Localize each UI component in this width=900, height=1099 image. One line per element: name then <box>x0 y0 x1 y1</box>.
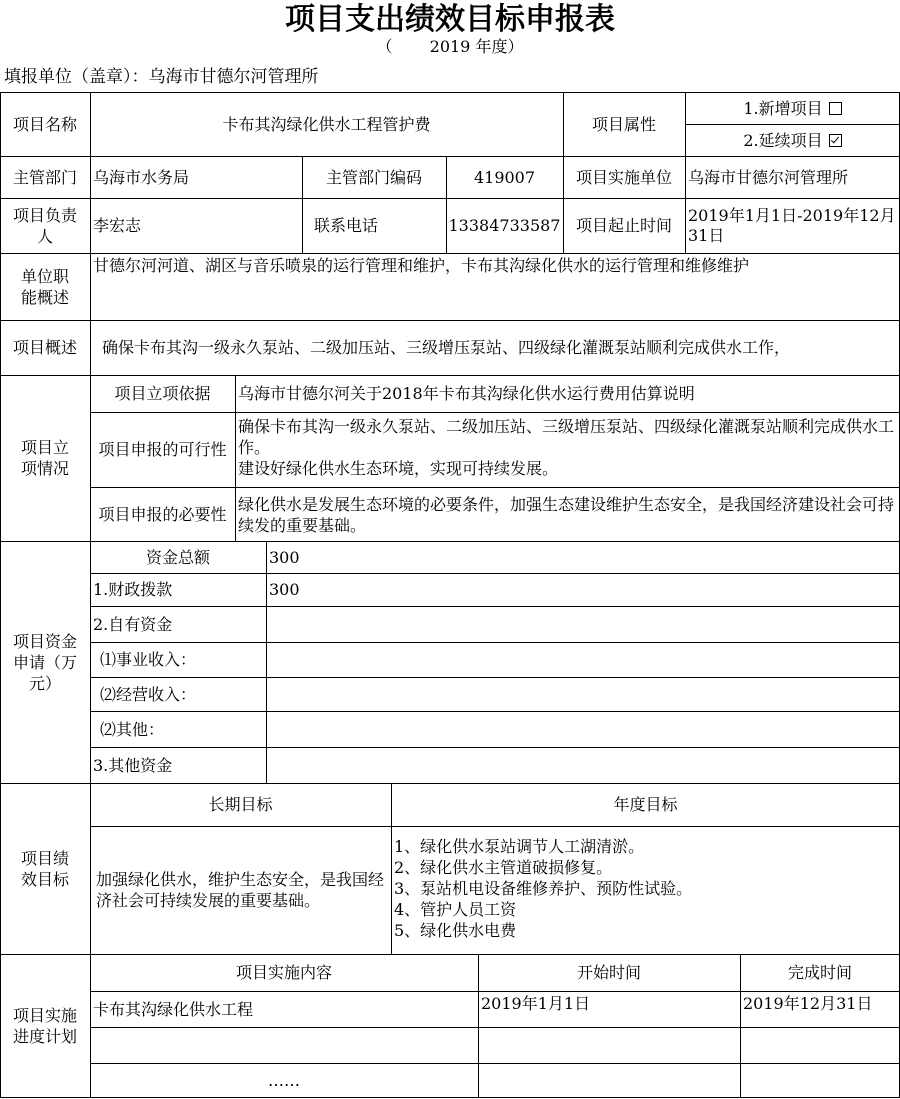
funds-operating-label: ⑵经营收入： <box>100 684 197 704</box>
funds-total-label: 资金总额 <box>145 547 210 567</box>
feasible-label: 项目申报的可行性 <box>98 440 227 459</box>
impl-unit-label: 项目实施单位 <box>575 167 672 187</box>
funds-own-label: 2.自有资金 <box>93 614 173 634</box>
funds-business-label: ⑴事业收入： <box>100 650 197 669</box>
project-name-label: 项目名称 <box>12 114 77 134</box>
dept-code-label: 主管部门编码 <box>325 167 422 187</box>
necessity-label: 项目申报的必要性 <box>98 504 227 524</box>
funds-label: 项目资金申请（万元） <box>12 631 77 693</box>
plan-row-start: 2019年1月1日 <box>481 994 591 1013</box>
attr-new-checkbox[interactable] <box>829 102 842 115</box>
funds-fiscal-label: 1.财政拨款 <box>93 580 173 599</box>
form-title: 项目支出绩效目标申报表 <box>285 2 615 37</box>
necessity-value: 绿化供水是发展生态环境的必要条件，加强生态建设维护生态安全，是我国经济建设社会可持续发的重要基础。 <box>238 495 895 535</box>
funds-own-value <box>266 606 900 642</box>
plan-row-content: …… <box>268 1070 300 1090</box>
plan-row-start <box>478 1027 740 1063</box>
funds-other-income-value <box>266 711 900 747</box>
attr-new-option <box>685 92 900 124</box>
phone-label: 联系电话 <box>314 216 379 235</box>
plan-end-header: 完成时间 <box>787 963 852 982</box>
feasible-value: 确保卡布其沟一级永久泵站、二级加压站、三级增压泵站、四级绿化灌溉泵站顺利完成供水工作。 建设好绿化供水生态环境，实现可持续发展。 <box>238 417 895 478</box>
period-value: 2019年1月1日-2019年12月31日 <box>688 205 896 245</box>
long-goal-value: 加强绿化供水，维护生态安全，是我国经济社会可持续发展的重要基础。 <box>96 870 385 910</box>
overview-value: 确保卡布其沟一级永久泵站、二级加压站、三级增压泵站、四级绿化灌溉泵站顺利完成供水工作， <box>102 338 791 357</box>
function-label: 单位职能概述 <box>20 266 69 307</box>
attr-cont-label: 2.延续项目 <box>743 130 823 150</box>
dept-label: 主管部门 <box>12 167 77 187</box>
plan-content-header: 项目实施内容 <box>235 963 332 982</box>
goals-label: 项目绩效目标 <box>20 848 69 889</box>
impl-unit-value: 乌海市甘德尔河管理所 <box>688 167 849 187</box>
form-year: （ 2019 年度） <box>376 37 524 56</box>
plan-row-start <box>478 1063 740 1097</box>
dept-code-value: 419007 <box>473 167 536 187</box>
funds-other-income-label: ⑵其他： <box>100 719 165 739</box>
funds-total-value: 300 <box>269 547 300 567</box>
dept-value: 乌海市水务局 <box>93 167 190 187</box>
plan-row-end <box>740 1063 900 1097</box>
attr-cont-checkbox[interactable] <box>829 134 842 147</box>
plan-row-content: 卡布其沟绿化供水工程 <box>93 999 254 1019</box>
funds-business-value <box>266 642 900 677</box>
long-goal-label: 长期目标 <box>208 795 273 814</box>
plan-row-end <box>740 1027 900 1063</box>
year-goal-label: 年度目标 <box>613 795 678 814</box>
overview-label: 项目概述 <box>12 338 77 357</box>
period-label: 项目起止时间 <box>575 216 672 235</box>
project-attr-label: 项目属性 <box>591 114 656 134</box>
year-goal-value: 1、绿化供水泵站调节人工湖清淤。 2、绿化供水主管道破损修复。 3、泵站机电设备维修养护、预防性试验。 4、管护人员工资 5、绿化供水电费 <box>394 837 693 940</box>
leader-label: 项目负责人 <box>12 205 77 246</box>
project-name-value: 卡布其沟绿化供水工程管护费 <box>222 114 431 134</box>
setup-label: 项目立项情况 <box>20 438 69 478</box>
funds-other-value <box>266 747 900 783</box>
function-value: 甘德尔河河道、湖区与音乐喷泉的运行管理和维护，卡布其沟绿化供水的运行管理和维修维护 <box>93 256 750 275</box>
reporting-unit: 填报单位（盖章）：乌海市甘德尔河管理所 <box>4 67 319 87</box>
plan-row-end: 2019年12月31日 <box>743 994 873 1013</box>
phone-value: 13384733587 <box>448 216 561 235</box>
leader-value: 李宏志 <box>93 216 142 235</box>
funds-other-label: 3.其他资金 <box>93 755 173 775</box>
attr-cont-option <box>685 124 900 156</box>
plan-label: 项目实施进度计划 <box>12 1006 77 1046</box>
plan-start-header: 开始时间 <box>576 963 641 982</box>
funds-operating-value <box>266 677 900 711</box>
basis-value: 乌海市甘德尔河关于2018年卡布其沟绿化供水运行费用估算说明 <box>238 384 695 403</box>
basis-label: 项目立项依据 <box>114 384 211 403</box>
plan-row-content <box>90 1027 478 1063</box>
funds-fiscal-value: 300 <box>269 580 300 599</box>
attr-new-label: 1.新增项目 <box>743 98 823 118</box>
